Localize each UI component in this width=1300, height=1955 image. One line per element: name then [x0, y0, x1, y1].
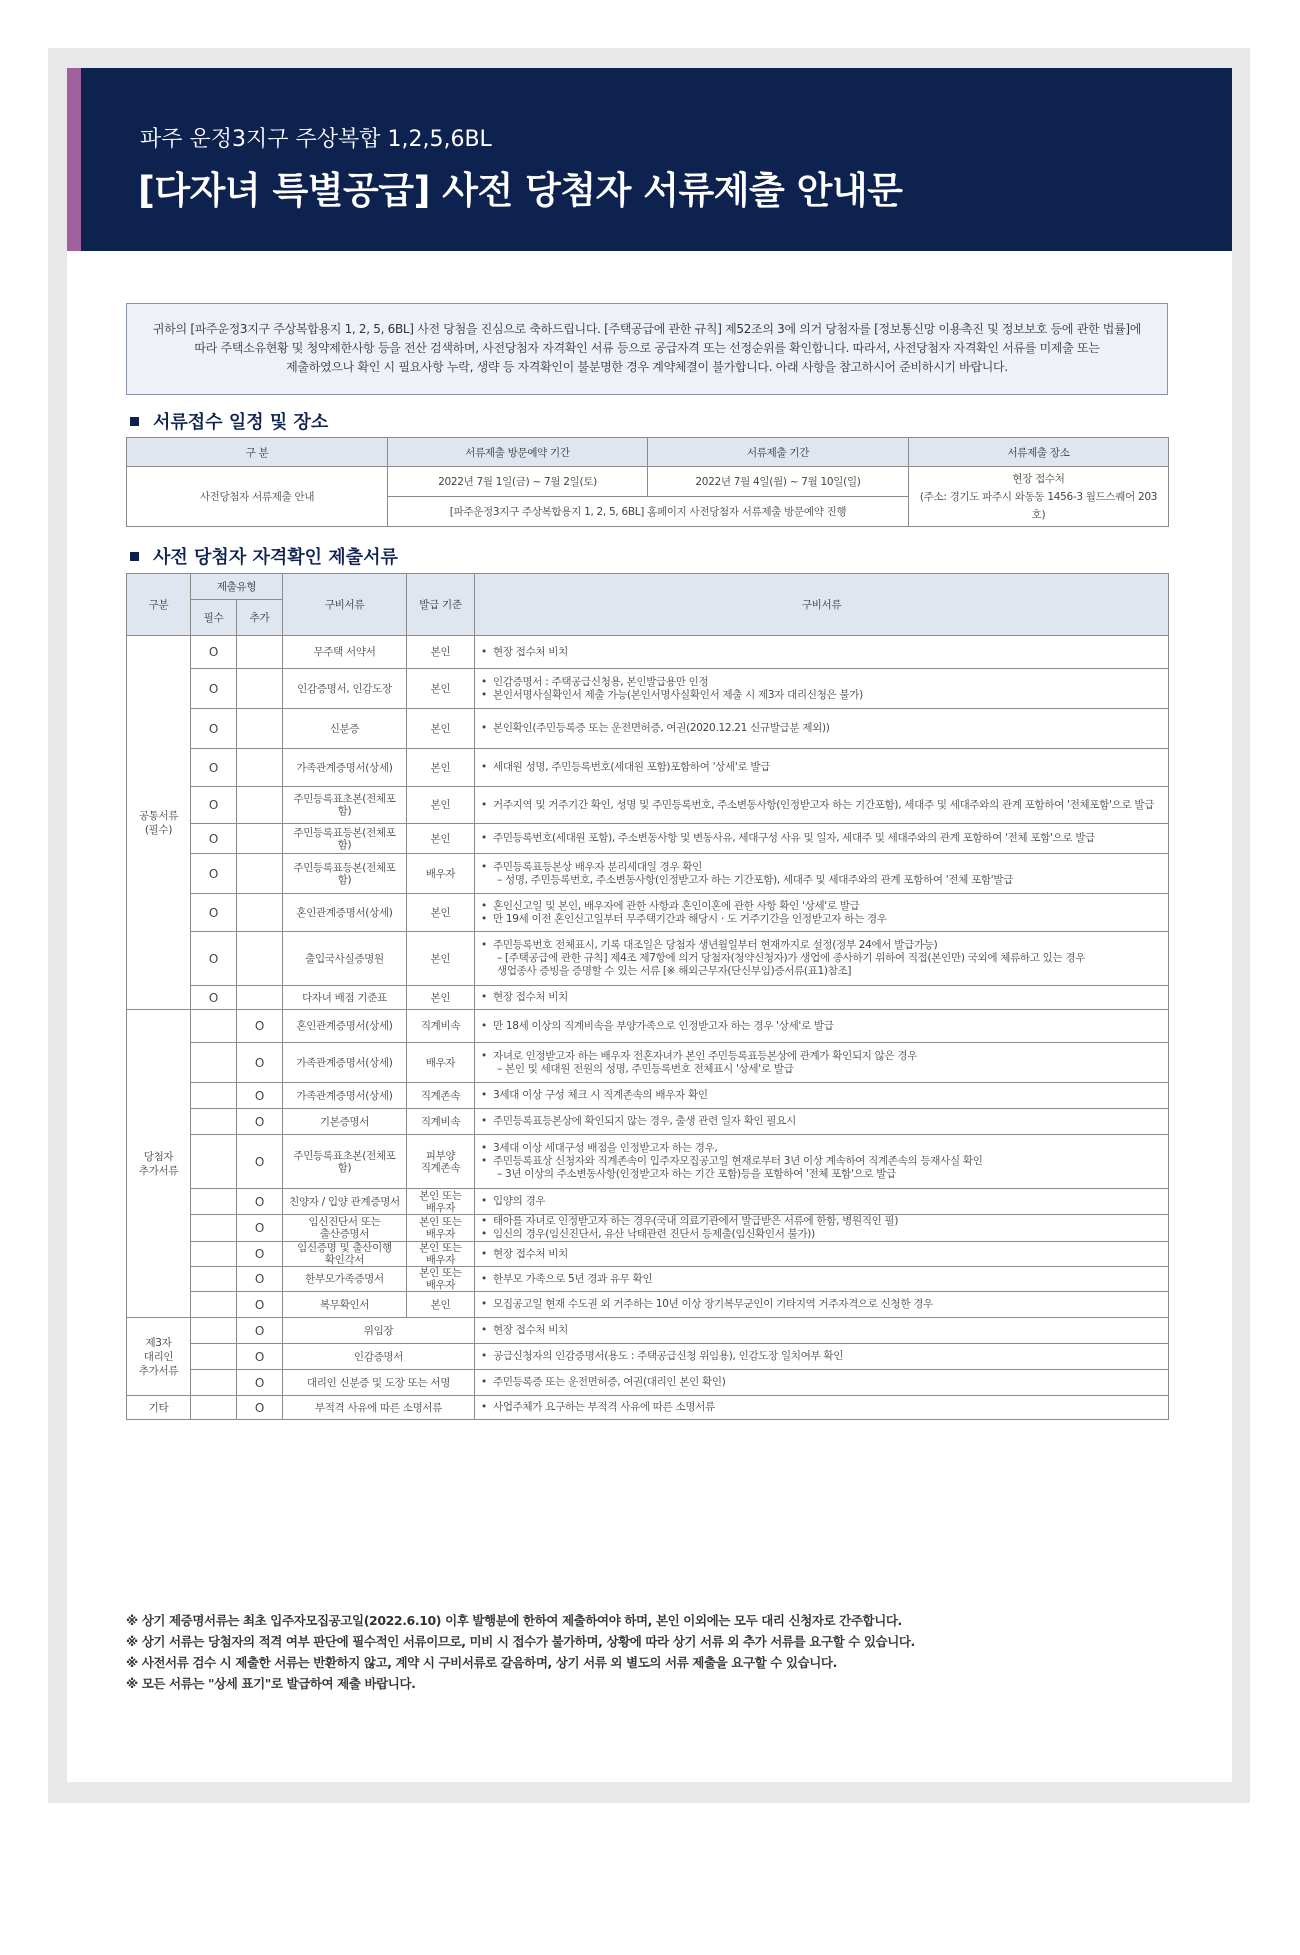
- document-details: [475, 1135, 1169, 1189]
- header-cell: 구비서류: [283, 574, 407, 636]
- detail-item: • 자녀로 인정받고자 하는 배우자 전혼자녀가 본인 주민등록표등본상에 관계가 확인되지 않은 경우: [481, 1050, 1162, 1063]
- issuer: 본인: [407, 986, 475, 1010]
- document-name: 주민등록표초본(전체포함): [283, 1135, 407, 1189]
- issuer: 본인: [407, 709, 475, 749]
- document-details: [475, 749, 1169, 787]
- issuer: 본인 또는 배우자: [407, 1215, 475, 1242]
- document-name: 복무확인서: [283, 1292, 407, 1318]
- document-name: 출입국사실증명원: [283, 932, 407, 986]
- table-row: [127, 824, 1169, 854]
- required-mark: O: [191, 854, 237, 894]
- required-mark: [191, 1010, 237, 1043]
- additional-mark: [237, 986, 283, 1010]
- details-list: [481, 1215, 1162, 1241]
- details-list: [481, 722, 1162, 735]
- required-mark: O: [191, 669, 237, 709]
- header-cell: 서류제출 장소: [909, 438, 1169, 467]
- intro-line: 귀하의 [파주운정3지구 주상복합용지 1, 2, 5, 6BL] 사전 당첨을 진심으로 축하드립니다. [주택공급에 관한 규칙] 제52조의 3에 의거 당첨자를 [정보통신망 이용촉진 및 정보보호 등에 관한 법률]에: [152, 322, 1142, 336]
- required-mark: [191, 1189, 237, 1215]
- schedule-table: [126, 437, 1169, 527]
- row-group-label: 공통서류 (필수): [127, 636, 191, 1010]
- required-mark: [191, 1242, 237, 1267]
- additional-mark: O: [237, 1109, 283, 1135]
- header-cell: 발급 기준: [407, 574, 475, 636]
- additional-mark: O: [237, 1083, 283, 1109]
- issuer: 본인: [407, 636, 475, 669]
- detail-item: • 세대원 성명, 주민등록번호(세대원 포함)포함하여 '상세'로 발급: [481, 761, 1162, 774]
- issuer: 본인: [407, 824, 475, 854]
- additional-mark: O: [237, 1318, 283, 1344]
- section-title: 사전 당첨자 자격확인 제출서류: [153, 547, 398, 568]
- footnote: ※ 사전서류 검수 시 제출한 서류는 반환하지 않고, 계약 시 구비서류로 갈음하며, 상기 서류 외 별도의 서류 제출을 요구할 수 있습니다.: [126, 1655, 837, 1670]
- additional-mark: O: [237, 1135, 283, 1189]
- additional-mark: O: [237, 1189, 283, 1215]
- detail-item: • 인감증명서 : 주택공급신청용, 본인발급용만 인정: [481, 676, 1162, 689]
- intro-box: [126, 303, 1168, 395]
- document-details: [475, 709, 1169, 749]
- square-bullet-icon: [130, 417, 139, 426]
- detail-subitem: 생업종사 증빙을 증명할 수 있는 서류 [※ 해외근무자(단신부임)증서류(표1)참조]: [497, 965, 852, 977]
- document-name: 가족관계증명서(상세): [283, 749, 407, 787]
- required-mark: O: [191, 932, 237, 986]
- header-cell: 구비서류: [475, 574, 1169, 636]
- details-list: [481, 1401, 1162, 1414]
- section-heading-schedule: [130, 408, 328, 434]
- header-cell: 구 분: [127, 438, 388, 467]
- required-mark: O: [191, 787, 237, 824]
- required-mark: O: [191, 749, 237, 787]
- submit-place: [909, 467, 1169, 527]
- detail-item: • 만 18세 이상의 직계비속을 부양가족으로 인정받고자 하는 경우 '상세'로 발급: [481, 1020, 1162, 1033]
- table-row: [127, 1109, 1169, 1135]
- details-list: [481, 1020, 1162, 1033]
- document-subtitle: 파주 운정3지구 주상복합 1,2,5,6BL: [140, 127, 492, 152]
- details-list: [481, 676, 1162, 702]
- row-group-label: 당첨자 추가서류: [127, 1010, 191, 1318]
- additional-mark: O: [237, 1043, 283, 1083]
- additional-mark: O: [237, 1267, 283, 1292]
- issuer: 배우자: [407, 854, 475, 894]
- document-details: [475, 854, 1169, 894]
- details-list: [481, 832, 1162, 845]
- document-name: 혼인관계증명서(상세): [283, 1010, 407, 1043]
- issuer: 본인: [407, 894, 475, 932]
- table-row: [127, 749, 1169, 787]
- table-row: [127, 1010, 1169, 1043]
- detail-item: • 현장 접수처 비치: [481, 646, 1162, 659]
- intro-line: 따라 주택소유현황 및 청약제한사항 등을 전산 검색하며, 사전당첨자 자격확인 서류 등으로 공급자격 또는 선정순위를 확인합니다. 따라서, 사전당첨자 자격확인 서류를 미제출 또는: [194, 341, 1100, 355]
- document-details: [475, 636, 1169, 669]
- details-list: [481, 1298, 1162, 1311]
- detail-item: • 태아를 자녀로 인정받고자 하는 경우(국내 의료기관에서 발급받은 서류에 한함, 병원직인 필): [481, 1215, 1162, 1228]
- document-name: 임신진단서 또는 출산증명서: [283, 1215, 407, 1242]
- table-row: [127, 932, 1169, 986]
- header-cell: 제출유형: [191, 574, 283, 600]
- details-list: [481, 1142, 1162, 1181]
- document-name: 대리인 신분증 및 도장 또는 서명: [283, 1370, 475, 1396]
- row-group-label: 기타: [127, 1396, 191, 1420]
- additional-mark: [237, 749, 283, 787]
- additional-mark: [237, 669, 283, 709]
- details-list: [481, 646, 1162, 659]
- details-list: [481, 900, 1162, 926]
- required-mark: [191, 1292, 237, 1318]
- detail-item: • 본인서명사실확인서 제출 가능(본인서명사실확인서 제출 시 제3자 대리신청은 불가): [481, 689, 1162, 702]
- issuer: 직계비속: [407, 1109, 475, 1135]
- table-row: [127, 709, 1169, 749]
- issuer: 본인: [407, 749, 475, 787]
- document-details: [475, 1292, 1169, 1318]
- table-row: [127, 1242, 1169, 1267]
- table-row: [127, 1318, 1169, 1344]
- table-row: [127, 1135, 1169, 1189]
- header-cell: 추가: [237, 600, 283, 636]
- document-details: [475, 1318, 1169, 1344]
- issuer: 피부양 직계존속: [407, 1135, 475, 1189]
- required-mark: [191, 1318, 237, 1344]
- details-list: [481, 1050, 1162, 1076]
- issuer: 본인: [407, 1292, 475, 1318]
- detail-subitem: – 본인 및 세대원 전원의 성명, 주민등록번호 전체표시 '상세'로 발급: [497, 1062, 794, 1075]
- detail-item: • 임신의 경우(임신진단서, 유산 낙태관련 진단서 등제출(임신확인서 불가)): [481, 1228, 1162, 1241]
- additional-mark: O: [237, 1292, 283, 1318]
- details-list: [481, 991, 1162, 1004]
- detail-item: • 본인확인(주민등록증 또는 운전면허증, 여권(2020.12.21 신규발급분 제외)): [481, 722, 1162, 735]
- required-mark: [191, 1043, 237, 1083]
- document-name: 신분증: [283, 709, 407, 749]
- row-group-label: 제3자 대리인 추가서류: [127, 1318, 191, 1396]
- additional-mark: O: [237, 1242, 283, 1267]
- detail-item: • 주민등록번호 전체표시, 기록 대조일은 당첨자 생년월일부터 현재까지로 설정(정부 24에서 발급가능): [481, 939, 1162, 952]
- required-mark: [191, 1083, 237, 1109]
- detail-item: • 모집공고일 현재 수도권 외 거주하는 10년 이상 장기복무군인이 기타지역 거주자격으로 신청한 경우: [481, 1298, 1162, 1311]
- table-row: [127, 1215, 1169, 1242]
- additional-mark: O: [237, 1215, 283, 1242]
- issuer: 배우자: [407, 1043, 475, 1083]
- additional-mark: [237, 854, 283, 894]
- header-cell: 필수: [191, 600, 237, 636]
- additional-mark: O: [237, 1370, 283, 1396]
- document-name: 한부모가족증명서: [283, 1267, 407, 1292]
- detail-item: • 거주지역 및 거주기간 확인, 성명 및 주민등록번호, 주소변동사항(인정받고자 하는 기간포함), 세대주 및 세대주와의 관계 포함하여 '전체포함'으로 발급: [481, 799, 1162, 812]
- document-name: 인감증명서: [283, 1344, 475, 1370]
- document-details: [475, 894, 1169, 932]
- required-mark: O: [191, 709, 237, 749]
- table-row: [127, 1370, 1169, 1396]
- table-row: [127, 1344, 1169, 1370]
- document-details: [475, 1215, 1169, 1242]
- required-mark: [191, 1109, 237, 1135]
- document-details: [475, 1083, 1169, 1109]
- detail-item: • 한부모 가족으로 5년 경과 유무 확인: [481, 1273, 1162, 1286]
- required-mark: O: [191, 636, 237, 669]
- detail-item: • 주민등록표상 신청자와 직계존속이 입주자모집공고일 현재로부터 3년 이상 계속하여 직계존속의 등재사실 확인: [481, 1155, 1162, 1168]
- issuer: 본인: [407, 932, 475, 986]
- details-list: [481, 1273, 1162, 1286]
- table-row: [127, 854, 1169, 894]
- document-name: 주민등록표초본(전체포함): [283, 787, 407, 824]
- detail-item: • 주민등록표등본상에 확인되지 않는 경우, 출생 관련 일자 확인 필요시: [481, 1115, 1162, 1128]
- additional-mark: O: [237, 1010, 283, 1043]
- additional-mark: O: [237, 1396, 283, 1420]
- table-row: [127, 1189, 1169, 1215]
- table-row: [127, 1043, 1169, 1083]
- table-row: [127, 1083, 1169, 1109]
- additional-mark: [237, 636, 283, 669]
- table-row: [127, 787, 1169, 824]
- issuer: 본인: [407, 669, 475, 709]
- detail-item: • 3세대 이상 세대구성 배점을 인정받고자 하는 경우,: [481, 1142, 1162, 1155]
- detail-item: • 혼인신고일 및 본인, 배우자에 관한 사항과 혼인이혼에 관한 사항 확인 '상세'로 발급: [481, 900, 1162, 913]
- details-list: [481, 861, 1162, 887]
- details-list: [481, 761, 1162, 774]
- required-mark: [191, 1215, 237, 1242]
- additional-mark: [237, 824, 283, 854]
- section-heading-documents: [130, 543, 398, 569]
- header-cell: 서류제출 방문예약 기간: [388, 438, 648, 467]
- issuer: 직계존속: [407, 1083, 475, 1109]
- document-name: 친양자 / 입양 관계증명서: [283, 1189, 407, 1215]
- detail-item: • 주민등록표등본상 배우자 분리세대일 경우 확인: [481, 861, 1162, 874]
- document-details: [475, 986, 1169, 1010]
- document-name: 주민등록표등본(전체포함): [283, 854, 407, 894]
- additional-mark: [237, 787, 283, 824]
- table-row: [127, 669, 1169, 709]
- section-title: 서류접수 일정 및 장소: [153, 412, 329, 433]
- details-list: [481, 1089, 1162, 1102]
- detail-item: • 공급신청자의 인감증명서(용도 : 주택공급신청 위임용), 인감도장 일치여부 확인: [481, 1350, 1162, 1363]
- detail-item: • 현장 접수처 비치: [481, 991, 1162, 1004]
- document-details: [475, 1344, 1169, 1370]
- required-mark: O: [191, 986, 237, 1010]
- additional-mark: O: [237, 1344, 283, 1370]
- document-name: 기본증명서: [283, 1109, 407, 1135]
- detail-subitem: – 성명, 주민등록번호, 주소변동사항(인정받고자 하는 기간포함), 세대주 및 세대주와의 관계 포함하여 '전체 포함'발급: [497, 873, 1014, 886]
- issuer: 직계비속: [407, 1010, 475, 1043]
- place-line: (주소: 경기도 파주시 와동동 1456-3 월드스퀘어 203호): [919, 490, 1158, 521]
- additional-mark: [237, 709, 283, 749]
- table-row: [127, 894, 1169, 932]
- document-name: 부적격 사유에 따른 소명서류: [283, 1396, 475, 1420]
- footnote: ※ 상기 서류는 당첨자의 적격 여부 판단에 필수적인 서류이므로, 미비 시 접수가 불가하며, 상황에 따라 상기 서류 외 추가 서류를 요구할 수 있습니다.: [126, 1634, 915, 1649]
- header-cell: 구분: [127, 574, 191, 636]
- required-mark: [191, 1396, 237, 1420]
- details-list: [481, 1350, 1162, 1363]
- header-accent-bar: [67, 68, 81, 251]
- document-name: 무주택 서약서: [283, 636, 407, 669]
- detail-item: • 주민등록증 또는 운전면허증, 여권(대리인 본인 확인): [481, 1376, 1162, 1389]
- details-list: [481, 1115, 1162, 1128]
- issuer: 본인 또는 배우자: [407, 1267, 475, 1292]
- details-list: [481, 1324, 1162, 1337]
- detail-item: • 입양의 경우: [481, 1195, 1162, 1208]
- footnotes: [126, 1610, 915, 1694]
- document-details: [475, 824, 1169, 854]
- intro-line: 제출하였으나 확인 시 필요사항 누락, 생략 등 자격확인이 불분명한 경우 계약체결이 불가합니다. 아래 사항을 참고하시어 준비하시기 바랍니다.: [286, 360, 1008, 374]
- table-row: [127, 1292, 1169, 1318]
- required-mark: [191, 1267, 237, 1292]
- schedule-row-label: 사전당첨자 서류제출 안내: [127, 467, 388, 527]
- footnote: ※ 모든 서류는 "상세 표기"로 발급하여 제출 바랍니다.: [126, 1676, 416, 1691]
- table-row: [127, 986, 1169, 1010]
- details-list: [481, 1248, 1162, 1261]
- document-name: 주민등록표등본(전체포함): [283, 824, 407, 854]
- document-details: [475, 669, 1169, 709]
- required-mark: [191, 1135, 237, 1189]
- detail-item: • 현장 접수처 비치: [481, 1324, 1162, 1337]
- required-mark: O: [191, 894, 237, 932]
- document-details: [475, 932, 1169, 986]
- additional-mark: [237, 932, 283, 986]
- table-row: [127, 1267, 1169, 1292]
- details-list: [481, 939, 1162, 978]
- document-details: [475, 1189, 1169, 1215]
- detail-item: • 사업주체가 요구하는 부적격 사유에 따른 소명서류: [481, 1401, 1162, 1414]
- additional-mark: [237, 894, 283, 932]
- document-details: [475, 1043, 1169, 1083]
- details-list: [481, 799, 1162, 812]
- document-title: [다자녀 특별공급] 사전 당첨자 서류제출 안내문: [138, 169, 903, 212]
- issuer: 본인 또는 배우자: [407, 1242, 475, 1267]
- place-line: 현장 접수처: [1012, 472, 1065, 485]
- details-list: [481, 1376, 1162, 1389]
- document-details: [475, 787, 1169, 824]
- table-row: [127, 636, 1169, 669]
- square-bullet-icon: [130, 552, 139, 561]
- details-list: [481, 1195, 1162, 1208]
- document-details: [475, 1010, 1169, 1043]
- document-name: 가족관계증명서(상세): [283, 1043, 407, 1083]
- document-name: 인감증명서, 인감도장: [283, 669, 407, 709]
- reserve-period: 2022년 7월 1일(금) ~ 7월 2일(토): [388, 467, 648, 497]
- detail-item: • 만 19세 이전 혼인신고일부터 무주택기간과 해당시 · 도 거주기간을 인정받고자 하는 경우: [481, 913, 1162, 926]
- footnote: ※ 상기 제증명서류는 최초 입주자모집공고일(2022.6.10) 이후 발행분에 한하여 제출하여야 하며, 본인 이외에는 모두 대리 신청자로 간주합니다.: [126, 1613, 902, 1628]
- issuer: 본인: [407, 787, 475, 824]
- document-details: [475, 1242, 1169, 1267]
- document-name: 임신증명 및 출산이행 확인각서: [283, 1242, 407, 1267]
- document-details: [475, 1396, 1169, 1420]
- required-mark: [191, 1370, 237, 1396]
- issuer: 본인 또는 배우자: [407, 1189, 475, 1215]
- reserve-note: [파주운정3지구 주상복합용지 1, 2, 5, 6BL] 홈페이지 사전당첨자 서류제출 방문예약 진행: [388, 497, 909, 527]
- document-name: 위임장: [283, 1318, 475, 1344]
- document-name: 다자녀 배점 기준표: [283, 986, 407, 1010]
- detail-item: • 현장 접수처 비치: [481, 1248, 1162, 1261]
- document-name: 가족관계증명서(상세): [283, 1083, 407, 1109]
- detail-subitem: – [주택공급에 관한 규칙] 제4조 제7항에 의거 당첨자(청약신청자)가 생업에 종사하기 위하여 직접(본인만) 국외에 체류하고 있는 경우: [497, 952, 1086, 964]
- header-cell: 서류제출 기간: [648, 438, 909, 467]
- documents-table: [126, 573, 1169, 1420]
- document-details: [475, 1109, 1169, 1135]
- submit-period: 2022년 7월 4일(월) ~ 7월 10일(일): [648, 467, 909, 497]
- table-row: [127, 1396, 1169, 1420]
- required-mark: [191, 1344, 237, 1370]
- document-details: [475, 1267, 1169, 1292]
- required-mark: O: [191, 824, 237, 854]
- document-details: [475, 1370, 1169, 1396]
- detail-item: • 주민등록번호(세대원 포함), 주소변동사항 및 변동사유, 세대구성 사유 및 일자, 세대주 및 세대주와의 관계 포함하여 '전체 포함'으로 발급: [481, 832, 1162, 845]
- detail-subitem: – 3년 이상의 주소변동사항(인정받고자 하는 기간 포함)등을 포함하여 '전체 포함'으로 발급: [497, 1168, 896, 1180]
- detail-item: • 3세대 이상 구성 체크 시 직계존속의 배우자 확인: [481, 1089, 1162, 1102]
- document-name: 혼인관계증명서(상세): [283, 894, 407, 932]
